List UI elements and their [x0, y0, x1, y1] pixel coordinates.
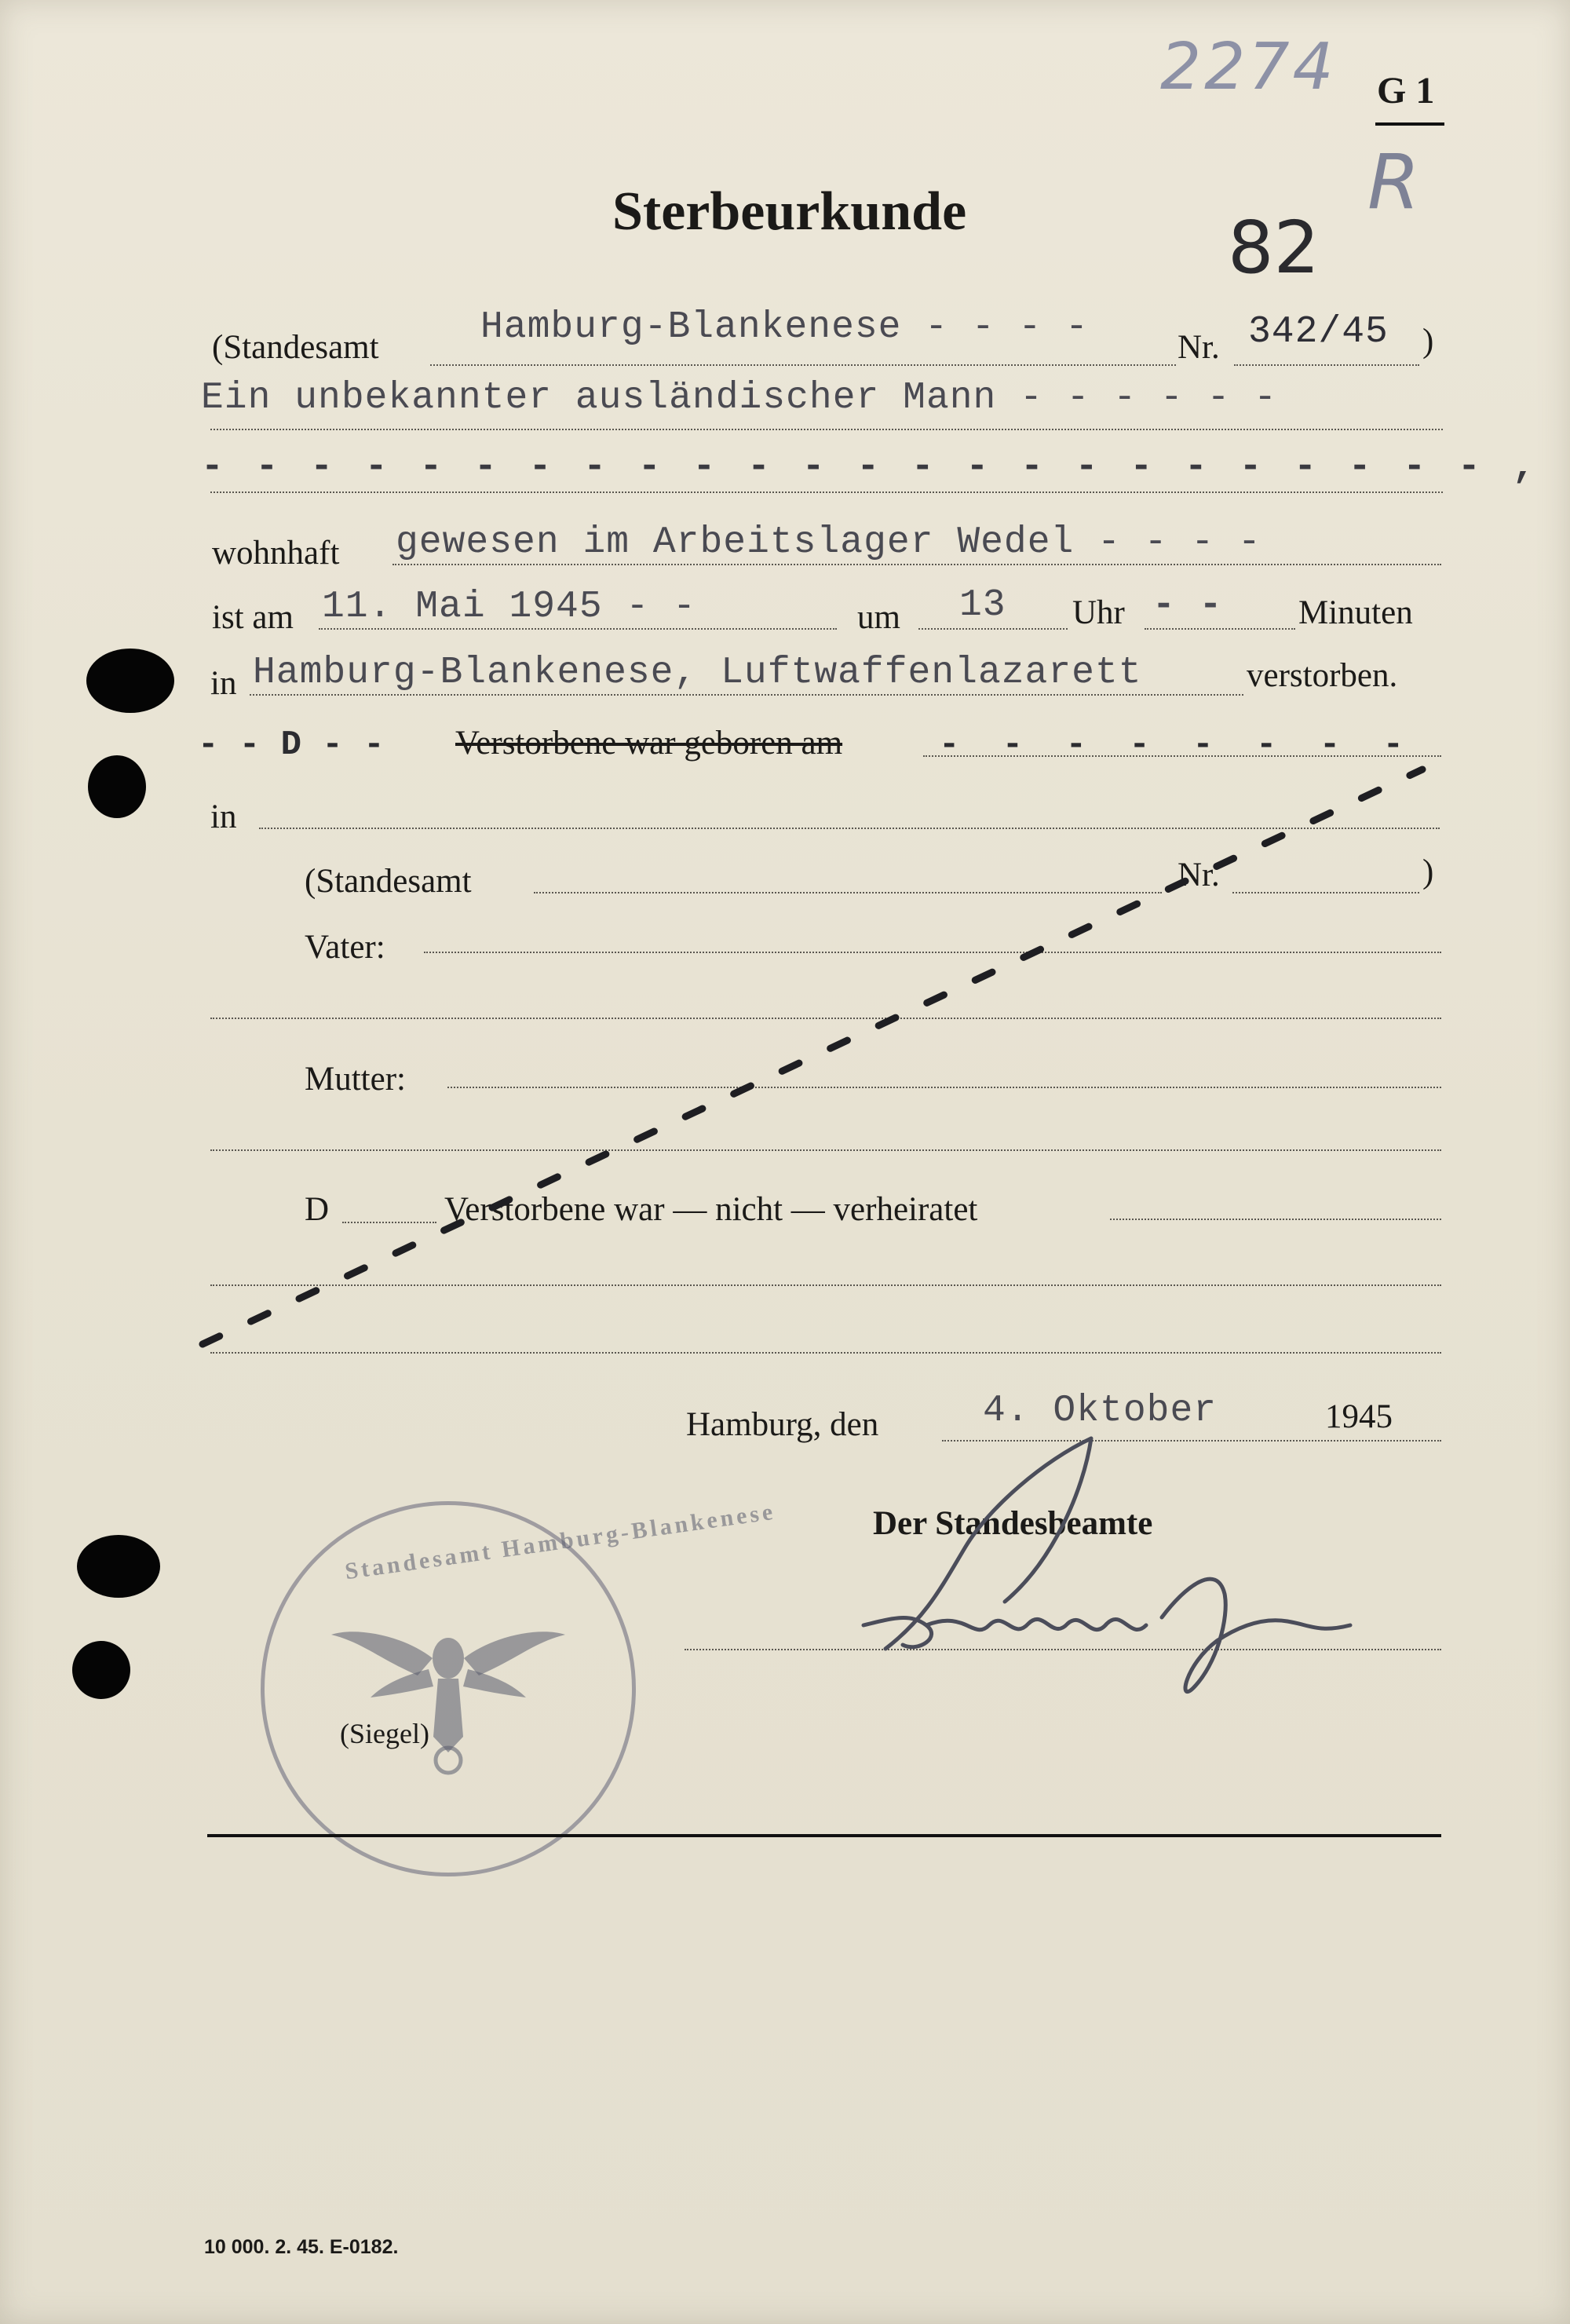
hour-value: 13: [959, 584, 1006, 627]
issue-year: 1945: [1325, 1398, 1393, 1435]
registry-value: Hamburg-Blankenese - - - -: [480, 306, 1089, 349]
reference-number: 2274: [1160, 30, 1337, 104]
filler-dash-line: - - - - - - - - - - - - - - - - - - - - - - - - ,: [201, 446, 1540, 488]
born-nr-label: Nr.: [1178, 857, 1220, 893]
time-label: um: [857, 599, 900, 636]
seal-label: (Siegel): [340, 1718, 429, 1749]
minute-label: Minuten: [1298, 594, 1413, 631]
nr-value: 342/45: [1248, 311, 1389, 353]
married-d: D: [305, 1191, 330, 1228]
minute-value: - -: [1152, 584, 1223, 627]
page-title: Sterbeurkunde: [612, 181, 967, 242]
born-nr-close: ): [1422, 853, 1434, 890]
born-place-label: in: [210, 798, 237, 835]
issue-place-label: Hamburg, den: [686, 1406, 879, 1443]
born-registry-label: (Standesamt: [305, 863, 472, 900]
hour-label: Uhr: [1072, 594, 1125, 631]
death-place-label: in: [210, 665, 237, 702]
born-label: Verstorbene war geboren am: [455, 725, 843, 762]
seal-ring-text: Standesamt Hamburg-Blankenese: [343, 1498, 778, 1585]
residence-value: gewesen im Arbeitslager Wedel - - - -: [396, 521, 1261, 564]
nr-close: ): [1422, 323, 1434, 360]
nr-label: Nr.: [1178, 329, 1220, 366]
registry-label: (Standesamt: [212, 329, 379, 366]
died-label: verstorben.: [1247, 657, 1398, 694]
residence-label: wohnhaft: [212, 535, 340, 572]
mother-label: Mutter:: [305, 1061, 406, 1098]
entry-number: 82: [1228, 206, 1320, 290]
initial-mark: R: [1367, 138, 1420, 226]
person-description: Ein unbekannter ausländischer Mann - - - - - -: [201, 377, 1278, 419]
footer-print-code: 10 000. 2. 45. E-0182.: [204, 2236, 399, 2258]
father-label: Vater:: [305, 929, 385, 966]
death-date-value: 11. Mai 1945 - -: [322, 586, 696, 628]
official-seal: [261, 1498, 778, 1876]
official-label: Der Standesbeamte: [873, 1505, 1153, 1542]
signature: [848, 1429, 1397, 1712]
bottom-rule: [207, 1834, 1441, 1837]
form-code: G 1: [1377, 70, 1435, 111]
signature-text: [1020, 1617, 1110, 1636]
born-prefix: - - D - -: [198, 725, 385, 765]
married-label: Verstorbene war — nicht — verheiratet: [444, 1191, 978, 1228]
death-date-label: ist am: [212, 599, 294, 636]
issue-date-value: 4. Oktober: [983, 1390, 1218, 1432]
death-place-value: Hamburg-Blankenese, Luftwaffenlazarett: [253, 652, 1142, 694]
born-dash-fill: - - - - - - - -: [939, 725, 1415, 765]
